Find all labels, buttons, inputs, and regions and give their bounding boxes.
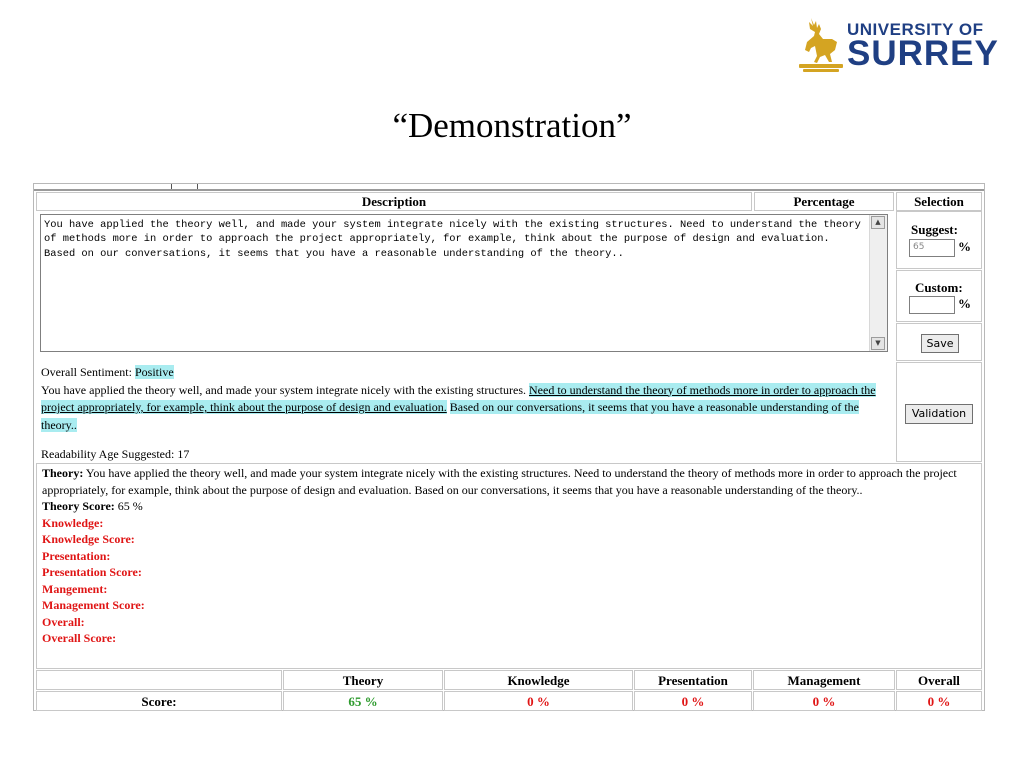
suggest-input[interactable]: 65 xyxy=(909,239,955,257)
scrollbar[interactable] xyxy=(869,215,887,351)
theory-score-value: 65 % xyxy=(117,499,143,513)
description-text: You have applied the theory well, and made your system integrate nicely with the existing structures. Need to understand the theory of methods more in order to approach the project appropriately, for example, think about the purpose of design and evaluation. Based on our conversations, it seems that you have a reasonable understanding of the theory.. xyxy=(44,219,861,260)
university-logo xyxy=(797,12,999,74)
score-overall: 0 % xyxy=(896,691,982,711)
score-row-label: Score: xyxy=(36,691,282,711)
sentiment-cell xyxy=(36,362,894,462)
knowledge-label: Knowledge: xyxy=(42,515,104,530)
scroll-up-icon[interactable]: ▲ xyxy=(871,216,885,229)
validation-cell xyxy=(896,362,982,462)
sentiment-value: Positive xyxy=(134,365,174,379)
slide-title: “Demonstration” xyxy=(392,106,632,145)
divider xyxy=(197,184,198,189)
suggest-label: Suggest: xyxy=(911,222,958,237)
overall-score-label: Overall Score: xyxy=(42,631,117,645)
save-cell xyxy=(896,323,982,361)
feedback-panel xyxy=(42,465,982,647)
sentence-1: You have applied the theory well, and made your system integrate nicely with the existing structures. xyxy=(41,382,526,397)
sentiment-panel xyxy=(41,364,896,464)
score-header-theory: Theory xyxy=(283,670,443,690)
suggest-cell xyxy=(896,211,982,269)
theory-text: You have applied the theory well, and made your system integrate nicely with the existing structures. Need to understand the theory of methods more in order to approach the project appropriately, for example, think about the purpose of design and evaluation. Based on our conversations, it seems that you have a reasonable understanding of the theory.. xyxy=(42,466,957,497)
assessment-table xyxy=(33,183,985,711)
readability-age: Readability Age Suggested: 17 xyxy=(41,447,190,461)
presentation-label: Presentation: xyxy=(42,548,111,563)
custom-percent-sign: % xyxy=(958,296,971,311)
suggest-percent-sign: % xyxy=(958,239,971,254)
score-theory: 65 % xyxy=(283,691,443,711)
sentence-2-highlight: Need to understand the theory of methods more in order to approach the project appropriately, for example, think about the purpose of design and evaluation. xyxy=(41,382,876,414)
score-header-management: Management xyxy=(753,670,895,690)
score-management: 0 % xyxy=(753,691,895,711)
sentiment-label: Overall Sentiment: xyxy=(41,365,132,379)
knowledge-score-label: Knowledge Score: xyxy=(42,532,135,546)
header-description: Description xyxy=(36,192,752,211)
scroll-down-icon[interactable]: ▼ xyxy=(871,337,885,350)
score-header-presentation: Presentation xyxy=(634,670,752,690)
score-header-overall: Overall xyxy=(896,670,982,690)
stag-icon xyxy=(797,12,845,74)
save-button[interactable]: Save xyxy=(921,334,959,353)
header-percentage: Percentage xyxy=(754,192,894,211)
feedback-cell xyxy=(36,463,982,669)
overall-label: Overall: xyxy=(42,614,85,629)
management-score-label: Management Score: xyxy=(42,598,145,612)
description-cell xyxy=(36,211,894,361)
top-strip xyxy=(34,184,984,191)
presentation-score-label: Presentation Score: xyxy=(42,565,142,579)
score-header-knowledge: Knowledge xyxy=(444,670,633,690)
score-knowledge: 0 % xyxy=(444,691,633,711)
theory-label: Theory: xyxy=(42,466,84,480)
custom-input[interactable] xyxy=(909,296,955,314)
validation-button[interactable]: Validation xyxy=(905,404,973,424)
sentence-3-highlight: Based on our conversations, it seems that you have a reasonable understanding of the theory.. xyxy=(41,400,859,432)
divider xyxy=(171,184,172,189)
custom-label: Custom: xyxy=(915,280,963,295)
header-selection: Selection xyxy=(896,192,982,211)
logo-text-surrey: SURREY xyxy=(847,34,999,73)
score-presentation: 0 % xyxy=(634,691,752,711)
description-textarea[interactable] xyxy=(40,214,888,352)
theory-score-label: Theory Score: xyxy=(42,499,115,513)
logo-text-university-of: UNIVERSITY OF xyxy=(847,20,984,39)
custom-cell xyxy=(896,270,982,322)
management-label: Mangement: xyxy=(42,581,108,596)
score-header-blank xyxy=(36,670,282,690)
